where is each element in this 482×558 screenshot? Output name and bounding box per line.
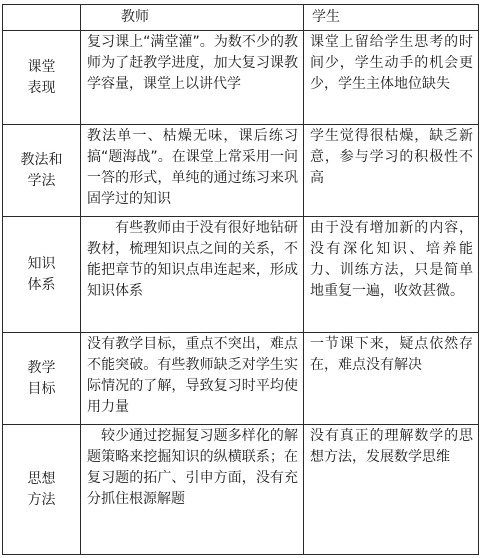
table-row bbox=[3, 425, 479, 555]
row-label-line: 教法和 bbox=[20, 151, 63, 168]
header-corner-cell bbox=[3, 5, 81, 31]
row-label-line: 学法 bbox=[27, 172, 56, 189]
row-label-line: 知识 bbox=[27, 255, 56, 272]
row-label-classroom bbox=[3, 31, 81, 125]
header-student: 学生 bbox=[304, 5, 479, 31]
student-cell: 课堂上留给学生思考的时间少，学生动手的机会更少，学生主体地位缺失 bbox=[304, 31, 479, 125]
row-label-knowledge bbox=[3, 217, 81, 333]
row-label-line: 表现 bbox=[27, 79, 56, 96]
row-label-methods bbox=[3, 125, 81, 217]
row-label-line: 课堂 bbox=[27, 58, 56, 75]
row-label-goals bbox=[3, 333, 81, 425]
student-cell: 由于没有增加新的内容，没有深化知识、培养能力、训练方法，只是简单地重复一遍，收效甚微。 bbox=[304, 217, 479, 333]
row-label-line: 教学 bbox=[27, 359, 56, 376]
row-label-line: 目标 bbox=[27, 380, 56, 397]
row-label-line: 思想 bbox=[27, 470, 56, 487]
header-teacher: 教师 bbox=[81, 5, 304, 31]
header-row bbox=[3, 5, 479, 31]
teacher-cell: 教法单一、枯燥无味，课后练习搞“题海战”。在课堂上常采用一问一答的形式，单纯的通过练习来巩固学过的知识 bbox=[81, 125, 304, 217]
teacher-cell: 有些教师由于没有很好地钻研教材，梳理知识点之间的关系，不能把章节的知识点串连起来，形成知识体系 bbox=[81, 217, 304, 333]
row-label-line: 体系 bbox=[27, 276, 56, 293]
table-row bbox=[3, 333, 479, 425]
student-cell: 没有真正的理解数学的思想方法，发展数学思维 bbox=[304, 425, 479, 555]
student-cell: 学生觉得很枯燥，缺乏新意，参与学习的积极性不高 bbox=[304, 125, 479, 217]
table-row bbox=[3, 125, 479, 217]
row-label-thinking bbox=[3, 425, 81, 555]
teacher-cell: 复习课上“满堂灌”。为数不少的教师为了赶教学进度，加大复习课教学容量，课堂上以讲代学 bbox=[81, 31, 304, 125]
row-label-line: 方法 bbox=[27, 491, 56, 508]
comparison-table-container bbox=[2, 4, 478, 554]
student-cell: 一节课下来，疑点依然存在，难点没有解决 bbox=[304, 333, 479, 425]
teacher-cell: 较少通过挖掘复习题多样化的解题策略来挖掘知识的纵横联系；在复习题的拓广、引申方面，没有充分抓住根源解题 bbox=[81, 425, 304, 555]
teacher-cell: 没有教学目标，重点不突出，难点不能突破。有些教师缺乏对学生实际情况的了解，导致复习时平均使用力量 bbox=[81, 333, 304, 425]
table-row bbox=[3, 31, 479, 125]
table-row bbox=[3, 217, 479, 333]
comparison-table bbox=[2, 4, 479, 555]
